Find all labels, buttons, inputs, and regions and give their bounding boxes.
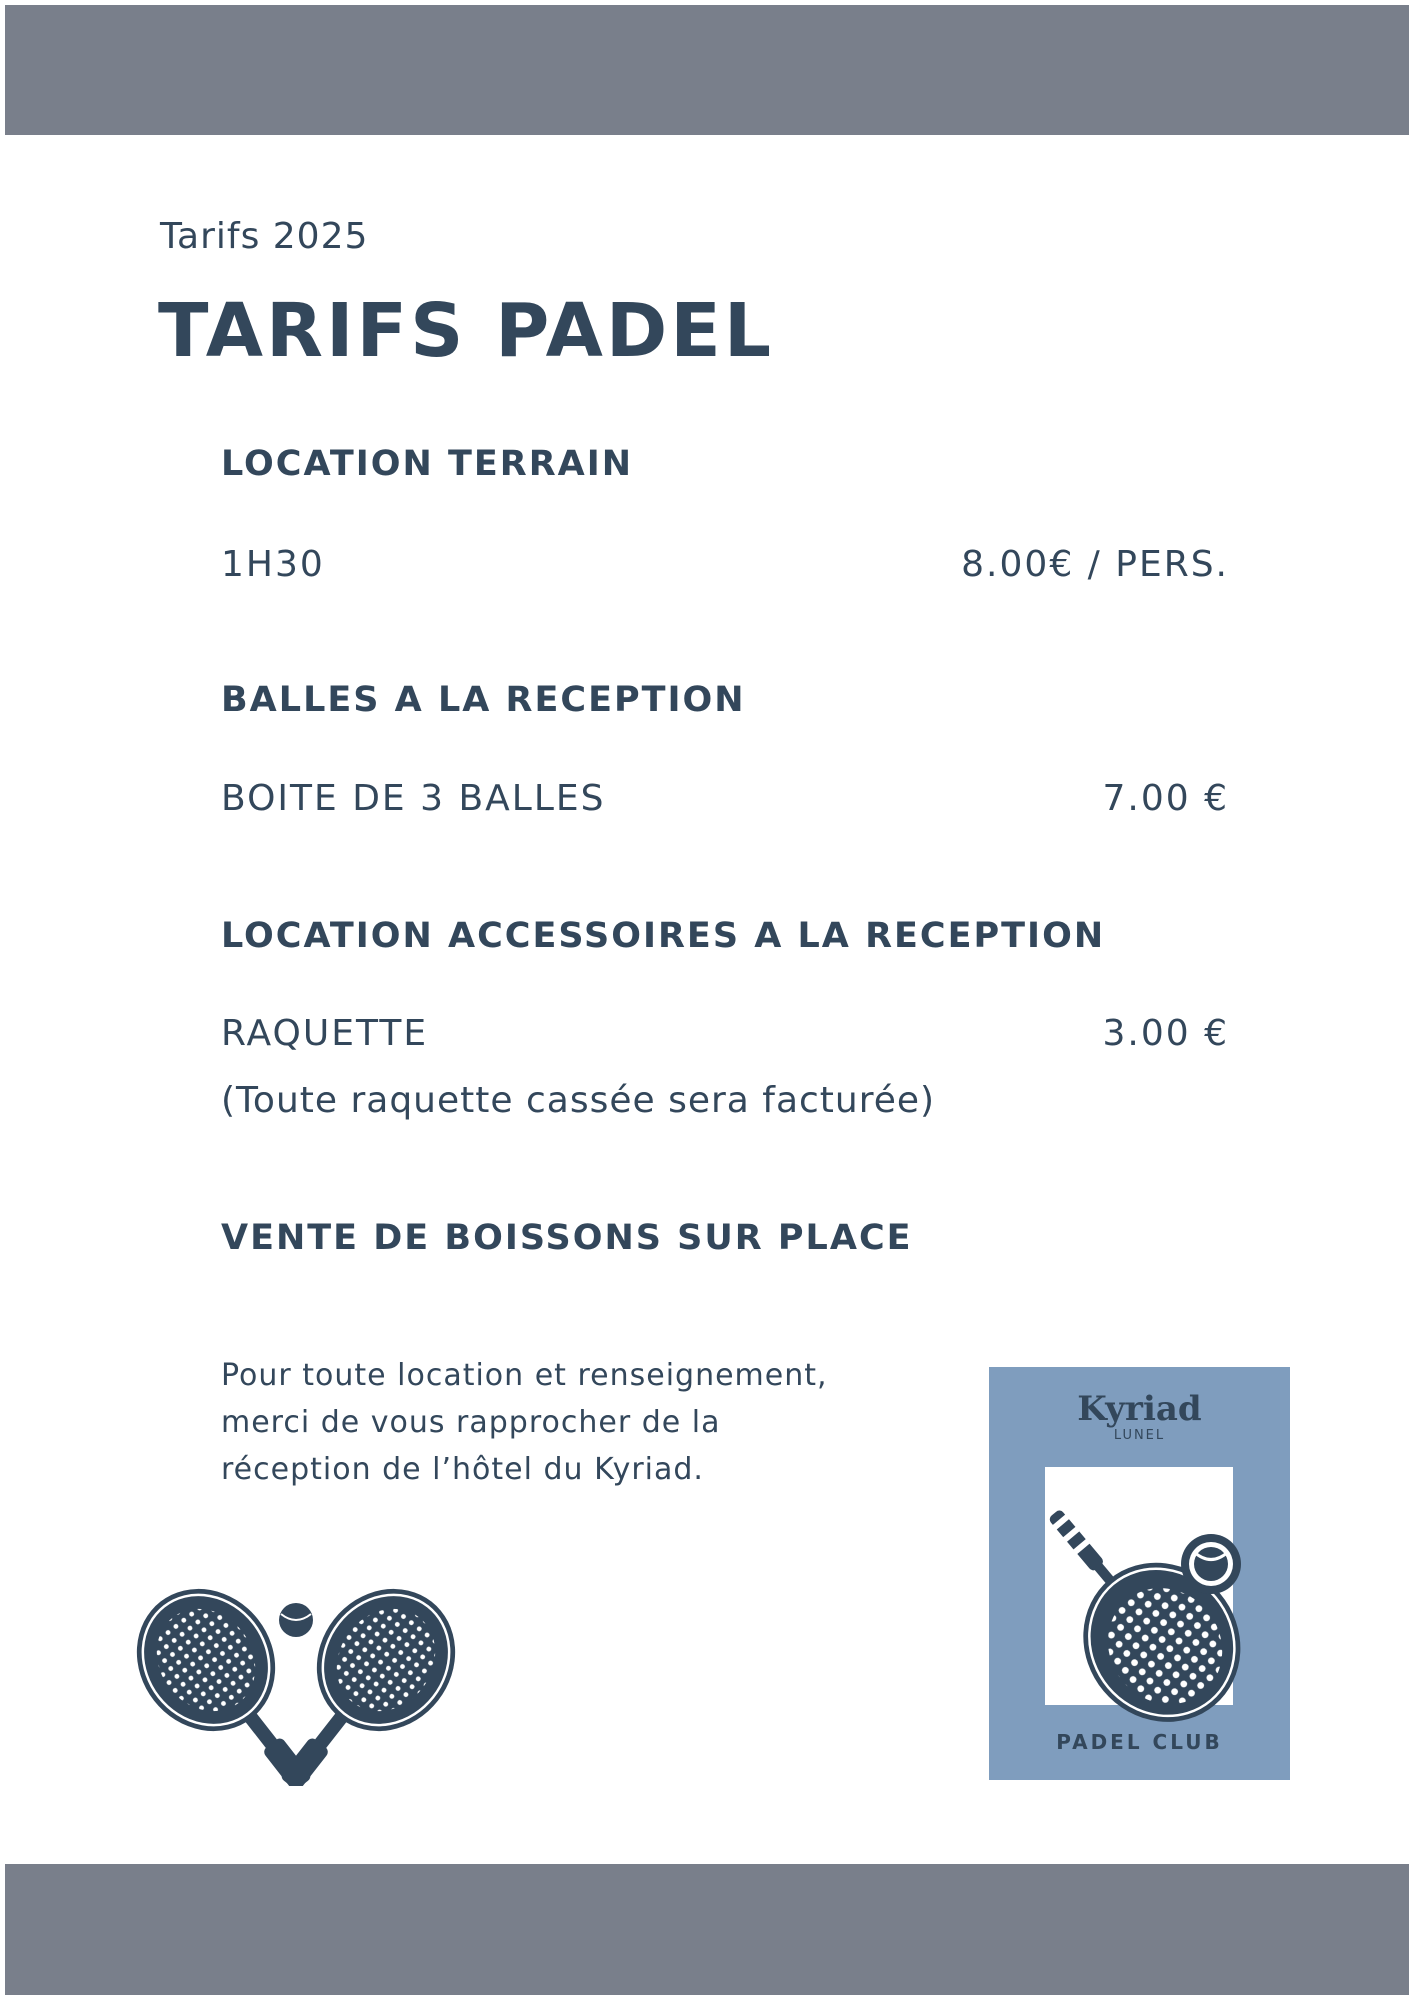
price-ball-box: 7.00 € bbox=[1102, 778, 1229, 819]
contact-line: Pour toute location et renseignement, bbox=[221, 1358, 828, 1393]
logo-club-name: PADEL CLUB bbox=[1056, 1730, 1223, 1754]
item-court-duration: 1H30 bbox=[221, 544, 325, 585]
section-heading-drinks: VENTE DE BOISSONS SUR PLACE bbox=[221, 1218, 913, 1258]
crossed-padel-rackets-icon bbox=[128, 1580, 464, 1786]
item-racket: RAQUETTE bbox=[221, 1013, 429, 1054]
logo-brand: Kyriad bbox=[1077, 1389, 1202, 1429]
section-heading-balls: BALLES A LA RECEPTION bbox=[221, 680, 746, 720]
section-heading-accessories: LOCATION ACCESSOIRES A LA RECEPTION bbox=[221, 916, 1106, 956]
item-ball-box: BOITE DE 3 BALLES bbox=[221, 778, 606, 819]
price-court: 8.00€ / PERS. bbox=[961, 544, 1229, 585]
page-title: TARIFS PADEL bbox=[158, 288, 774, 374]
contact-line: merci de vous rapprocher de la bbox=[221, 1405, 721, 1440]
page-subtitle: Tarifs 2025 bbox=[160, 216, 369, 257]
bottom-band bbox=[5, 1864, 1409, 1995]
padel-racket-ball-icon bbox=[989, 1447, 1290, 1727]
logo-location: LUNEL bbox=[1113, 1428, 1166, 1443]
contact-line: réception de l’hôtel du Kyriad. bbox=[221, 1452, 704, 1487]
section-heading-court-rental: LOCATION TERRAIN bbox=[221, 444, 634, 484]
racket-damage-note: (Toute raquette cassée sera facturée) bbox=[221, 1080, 936, 1121]
kyriad-padel-club-logo bbox=[989, 1367, 1290, 1780]
contact-paragraph bbox=[221, 1352, 941, 1493]
top-band bbox=[5, 5, 1409, 135]
price-racket: 3.00 € bbox=[1102, 1013, 1229, 1054]
